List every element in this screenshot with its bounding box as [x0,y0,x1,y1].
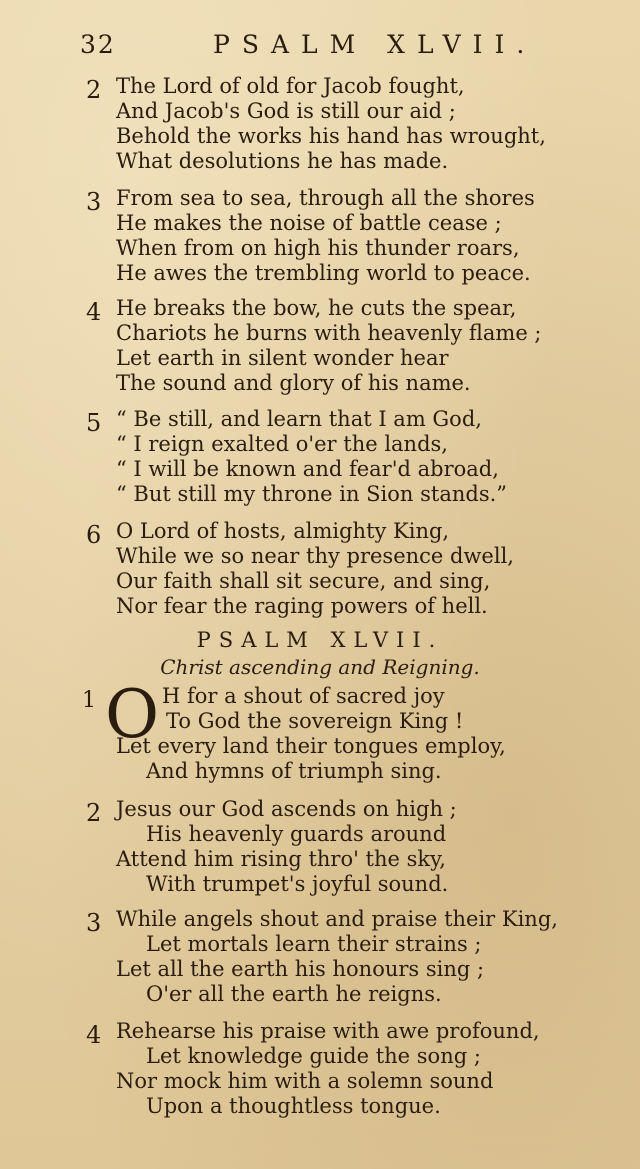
verse-number: 4 [86,298,102,326]
verse-line: Nor mock him with a solemn sound [116,1069,494,1093]
verse-number: 3 [86,188,102,216]
drop-cap: O [105,676,160,753]
verse-line: “ Be still, and learn that I am God, [116,407,482,431]
verse-line: “ I reign exalted o'er the lands, [116,432,448,456]
verse-line: What desolutions he has made. [116,149,449,173]
verse-line: Let every land their tongues employ, [116,734,506,758]
verse-line: And Jacob's God is still our aid ; [116,99,456,123]
verse-line: His heavenly guards around [146,822,447,846]
verse-line: H for a shout of sacred joy [162,684,445,708]
verse-line: While angels shout and praise their King, [116,907,558,931]
verse-line: O'er all the earth he reigns. [146,982,442,1006]
verse-line: He breaks the bow, he cuts the spear, [116,296,517,320]
verse-line: The Lord of old for Jacob fought, [116,74,465,98]
verse-line: “ I will be known and fear'd abroad, [116,457,499,481]
verse-line: From sea to sea, through all the shores [116,186,535,210]
verse-line: Let earth in silent wonder hear [116,346,449,370]
verse-line: Let knowledge guide the song ; [146,1044,481,1068]
verse-line: With trumpet's joyful sound. [146,872,449,896]
verse-line: He awes the trembling world to peace. [116,261,531,285]
verse-line: While we so near thy presence dwell, [116,544,514,568]
verse-line: When from on high his thunder roars, [116,236,520,260]
verse-number: 1 [82,688,96,713]
verse-line: The sound and glory of his name. [116,371,471,395]
verse-line: “ But still my throne in Sion stands.” [116,482,508,506]
verse-number: 2 [86,799,102,827]
verse-line: Upon a thoughtless tongue. [146,1094,441,1118]
verse-number: 4 [86,1021,102,1049]
psalm-subtitle: Christ ascending and Reigning. [160,655,480,679]
verse-line: He makes the noise of battle cease ; [116,211,502,235]
verse-line: Let mortals learn their strains ; [146,932,482,956]
page-header [80,30,550,70]
verse-line: O Lord of hosts, almighty King, [116,519,450,543]
page-number: 32 [80,30,116,59]
verse-number: 3 [86,909,102,937]
verse-line: Attend him rising thro' the sky, [116,847,446,871]
verse-line: And hymns of triumph sing. [146,759,442,783]
verse-number: 5 [86,409,102,437]
verse-line: Our faith shall sit secure, and sing, [116,569,491,593]
verse-line: To God the sovereign King ! [166,709,464,733]
verse-number: 6 [86,521,102,549]
psalm-title: PSALM XLVII. [196,628,444,652]
verse-number: 2 [86,76,102,104]
verse-line: Chariots he burns with heavenly flame ; [116,321,542,345]
verse-line: Nor fear the raging powers of hell. [116,594,488,618]
verse-line: Let all the earth his honours sing ; [116,957,485,981]
verse-line: Behold the works his hand has wrought, [116,124,546,148]
verse-line: Rehearse his praise with awe profound, [116,1019,540,1043]
running-head: PSALM XLVII. [213,30,537,59]
verse-line: Jesus our God ascends on high ; [116,797,457,821]
